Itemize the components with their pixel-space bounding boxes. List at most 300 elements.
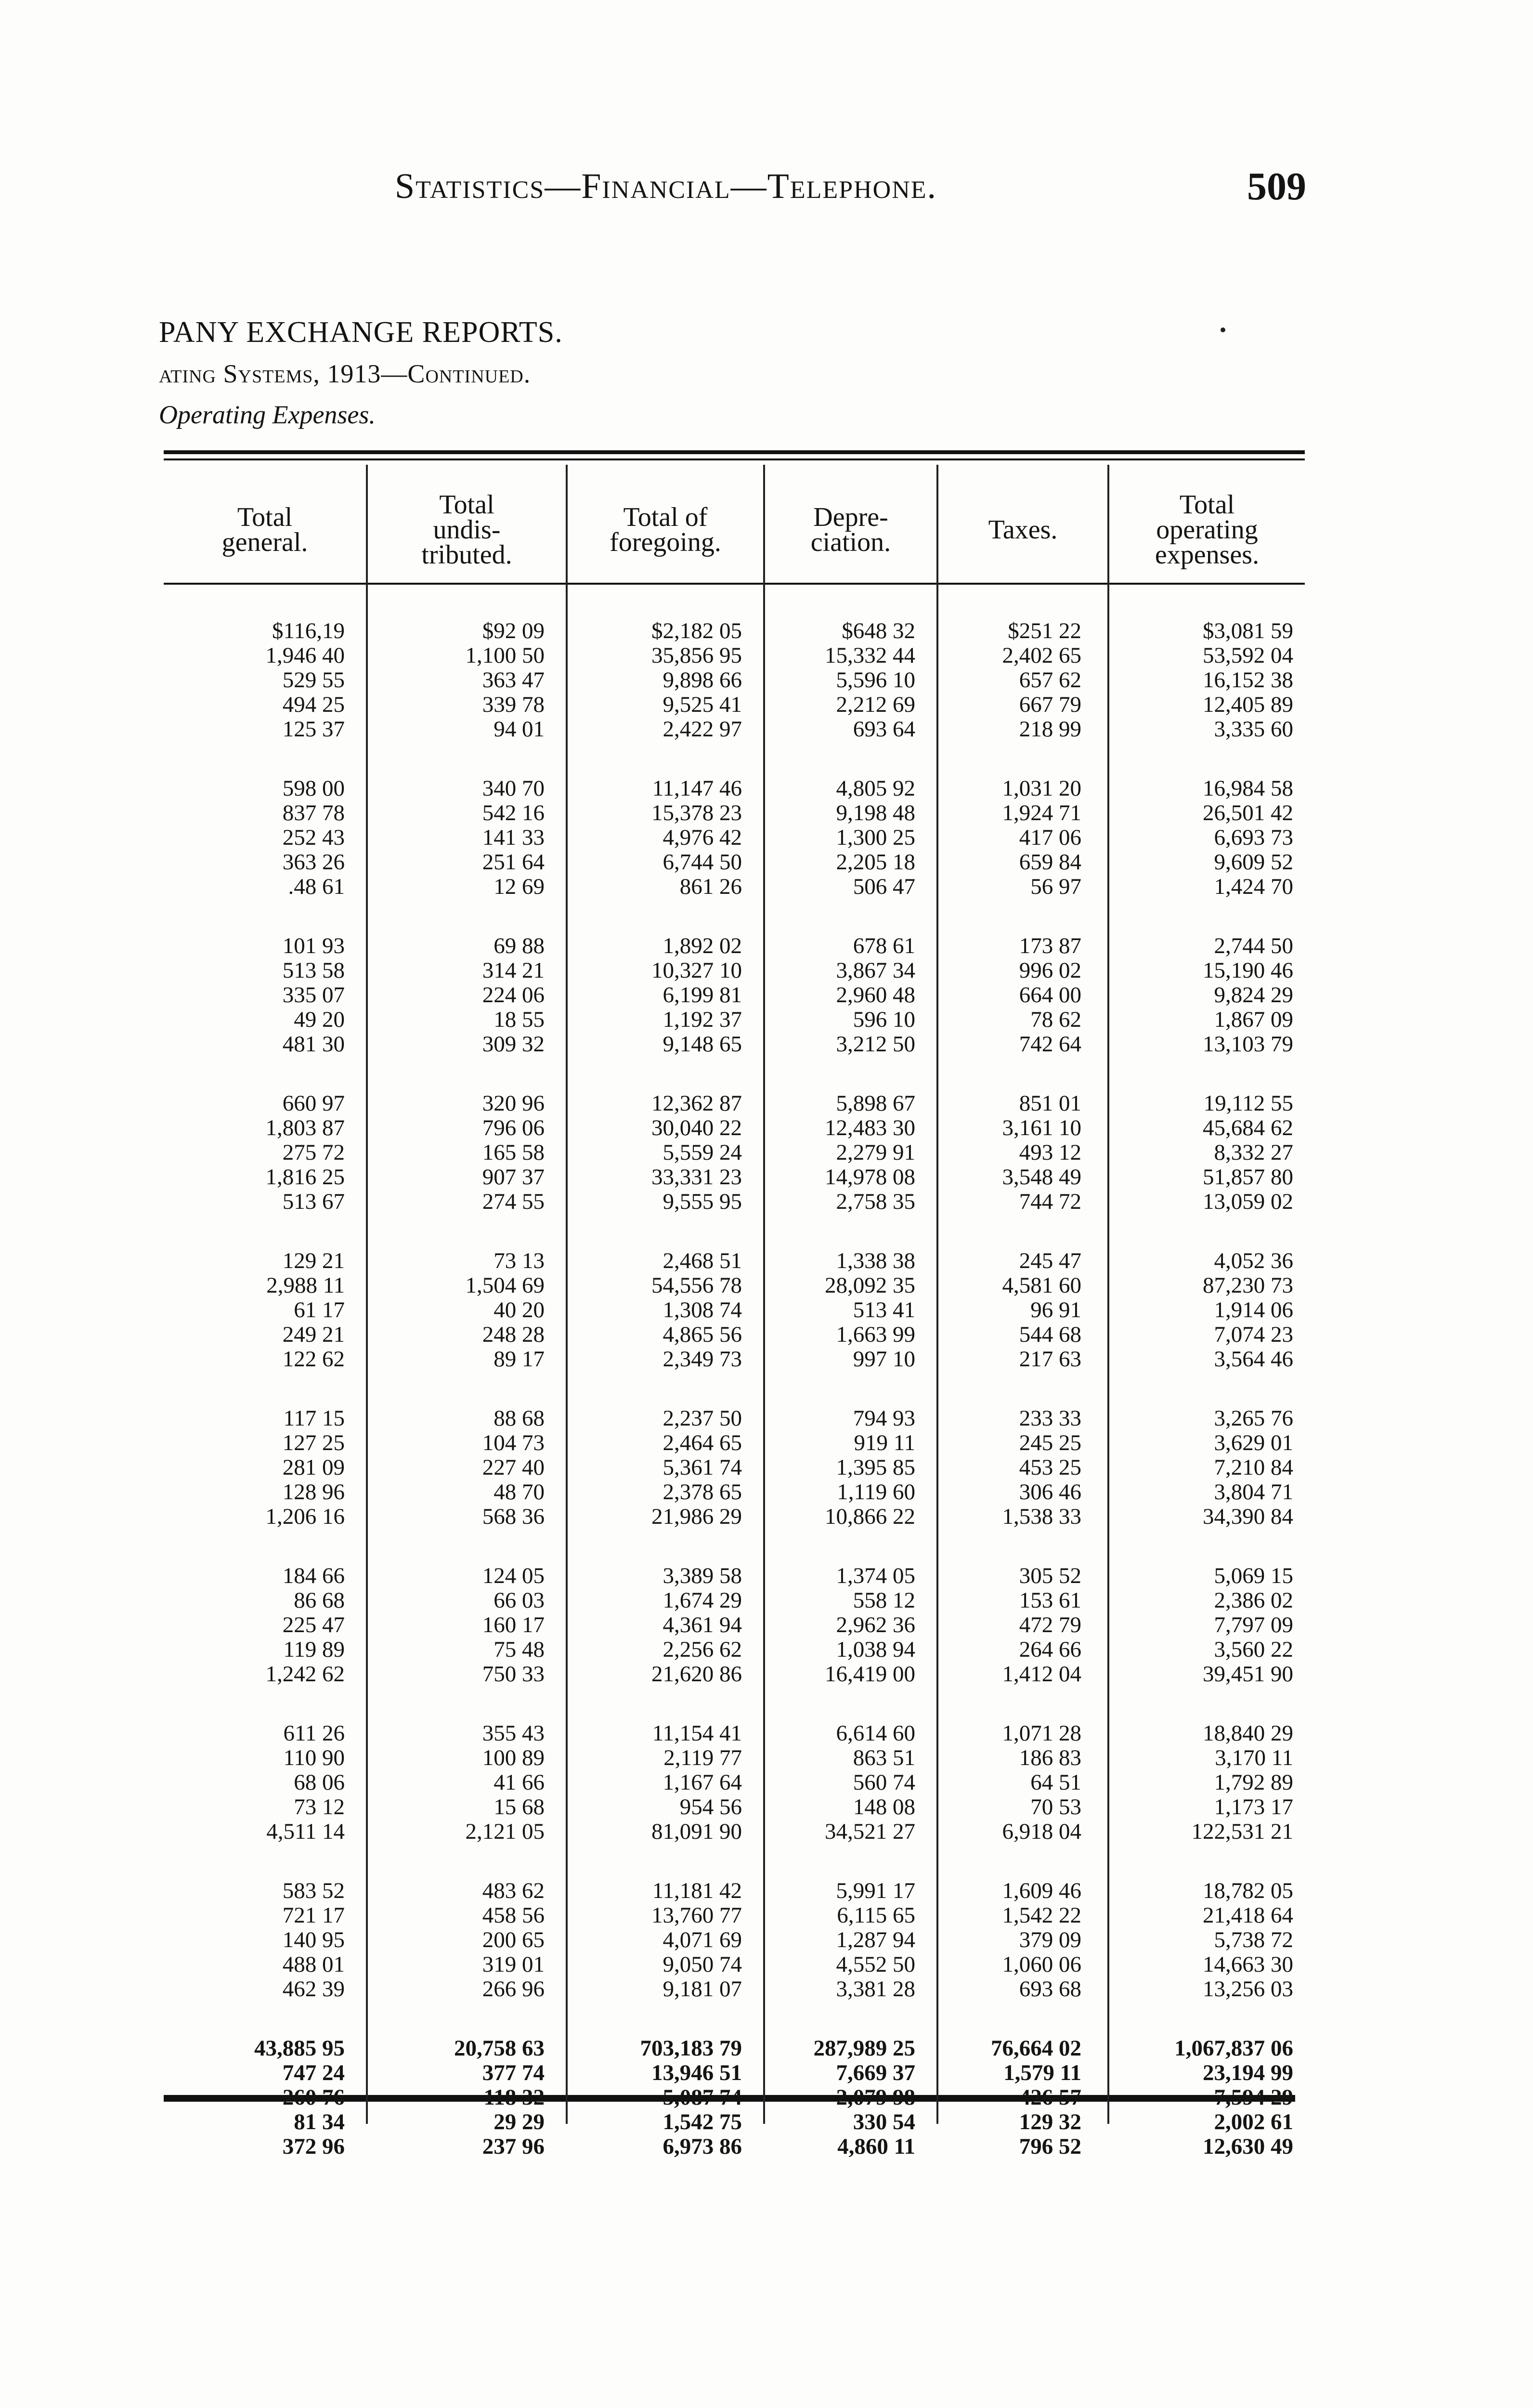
table-cell: 657 62: [1019, 667, 1081, 693]
table-cell: 2,212 69: [836, 692, 915, 717]
table-cell: 2,744 50: [1214, 933, 1293, 958]
table-cell: 21,986 29: [651, 1504, 742, 1529]
table-cell: 796 06: [482, 1115, 545, 1140]
table-cell: 529 55: [282, 667, 345, 693]
table-cell: 335 07: [282, 982, 345, 1008]
table-cell: 9,898 66: [663, 667, 742, 693]
table-cell: 3,804 71: [1214, 1479, 1293, 1505]
table-cell: 513 67: [282, 1189, 345, 1214]
table-cell: 4,581 60: [1002, 1273, 1081, 1298]
table-cell: 6,918 04: [1002, 1819, 1081, 1844]
table-cell: 200 65: [482, 1927, 545, 1952]
table-cell: 458 56: [482, 1903, 545, 1928]
table-cell: 266 96: [482, 1976, 545, 2002]
table-cell: 13,256 03: [1203, 1976, 1293, 2002]
table-cell: 45,684 62: [1203, 1115, 1293, 1140]
table-cell: 6,693 73: [1214, 825, 1293, 850]
table-cell: 227 40: [482, 1455, 545, 1480]
table-cell: 233 33: [1019, 1406, 1081, 1431]
table-cell: $92 09: [482, 618, 545, 643]
table-cell: 18,782 05: [1203, 1878, 1293, 1903]
row-group: [814, 1091, 916, 1214]
table-cell: 12 69: [494, 874, 545, 899]
table-cell: 5,087 74: [663, 2085, 742, 2110]
table-cell: 4,552 50: [836, 1952, 915, 1977]
table-cell: 355 43: [482, 1721, 545, 1746]
table-cell: 6,614 60: [836, 1721, 915, 1746]
table-cell: 2,988 11: [266, 1273, 345, 1298]
table-cell: 186 83: [1019, 1745, 1081, 1770]
table-cell: 1,579 11: [1003, 2060, 1081, 2085]
table-cell: 64 51: [1030, 1770, 1081, 1795]
table-cell: 2,279 91: [836, 1140, 915, 1165]
table-cell: 1,206 16: [265, 1504, 345, 1529]
column-header-depreciation: Depre- ciation.: [810, 502, 891, 557]
table-cell: 224 06: [482, 982, 545, 1008]
table-cell: 141 33: [482, 825, 545, 850]
table-cell: 3,564 46: [1214, 1347, 1293, 1372]
row-group: [454, 1406, 545, 1529]
table-cell: 81,091 90: [651, 1819, 742, 1844]
table-cell: 320 96: [482, 1091, 545, 1116]
row-group: [254, 934, 345, 1057]
table-cell: 70 53: [1030, 1794, 1081, 1819]
table-cell: 122,531 21: [1191, 1819, 1293, 1844]
table-cell: 61 17: [294, 1297, 345, 1322]
row-group: [1174, 619, 1293, 742]
table-cell: 51,857 80: [1203, 1165, 1293, 1190]
table-cell: 7,594 29: [1214, 2085, 1293, 2110]
table-cell: 2,378 65: [663, 1479, 742, 1505]
table-cell: 1,674 29: [663, 1588, 742, 1613]
table-cell: 248 28: [482, 1322, 545, 1347]
row-group: [254, 1564, 345, 1687]
row-group: [640, 1721, 742, 1844]
table-cell: 837 78: [282, 800, 345, 825]
table-cell: 5,361 74: [663, 1455, 742, 1480]
table-cell: 796 52: [1019, 2134, 1081, 2159]
table-cell: 5,596 10: [836, 667, 915, 693]
table-cell: 996 02: [1019, 958, 1081, 983]
table-cell: 3,335 60: [1214, 717, 1293, 742]
row-group: [991, 1406, 1081, 1529]
table-cell: 89 17: [494, 1347, 545, 1372]
row-group: [640, 619, 742, 742]
table-cell: 101 93: [282, 933, 345, 958]
table-cell: 3,212 50: [836, 1032, 915, 1057]
table-cell: 217 63: [1019, 1347, 1081, 1372]
table-cell: 13,946 51: [651, 2060, 742, 2085]
table-cell: 1,946 40: [265, 643, 345, 668]
table-cell: 3,629 01: [1214, 1430, 1293, 1455]
table-cell: 7,797 09: [1214, 1612, 1293, 1637]
table-cell: 1,914 06: [1214, 1297, 1293, 1322]
table-cell: 129 21: [282, 1248, 345, 1273]
table-cell: 306 46: [1019, 1479, 1081, 1505]
table-cell: 693 68: [1019, 1976, 1081, 2002]
table-cell: 481 30: [282, 1032, 345, 1057]
row-group: [814, 1879, 916, 2002]
table-cell: 15,378 23: [651, 800, 742, 825]
column-header-total-of-foregoing: Total of foregoing.: [610, 502, 721, 557]
table-cell: 305 52: [1019, 1563, 1081, 1588]
table-cell: 9,198 48: [836, 800, 915, 825]
table-cell: 3,170 11: [1215, 1745, 1293, 1770]
table-cell: 1,424 70: [1214, 874, 1293, 899]
column-header-total-undistributed: Total undis- tributed.: [421, 490, 512, 570]
page-number: 509: [1247, 164, 1306, 208]
row-group: [640, 1406, 742, 1529]
column-taxes: [991, 619, 1081, 2194]
table-cell: 747 24: [282, 2060, 345, 2085]
table-heading-line-3: Operating Expenses.: [159, 400, 376, 429]
table-cell: 12,405 89: [1203, 692, 1293, 717]
table-cell: 76,664 02: [991, 2036, 1081, 2061]
table-cell: 26,501 42: [1203, 800, 1293, 825]
table-cell: $116,19: [272, 618, 345, 643]
table-cell: 750 33: [482, 1662, 545, 1687]
table-cell: 1,308 74: [663, 1297, 742, 1322]
column-divider: [366, 465, 368, 2124]
table-cell: 66 03: [494, 1588, 545, 1613]
row-group: [454, 619, 545, 742]
row-group: [254, 1091, 345, 1214]
row-group: [991, 934, 1081, 1057]
table-cell: 2,422 97: [663, 717, 742, 742]
table-cell: 49 20: [294, 1007, 345, 1032]
row-group: [454, 934, 545, 1057]
table-cell: 339 78: [482, 692, 545, 717]
table-cell: 693 64: [853, 717, 915, 742]
row-group: [454, 1879, 545, 2002]
column-total-operating-expenses: [1174, 619, 1293, 2194]
table-cell: 494 25: [282, 692, 345, 717]
table-cell: 863 51: [853, 1745, 915, 1770]
table-cell: 2,079 98: [836, 2085, 915, 2110]
row-group: [640, 1091, 742, 1214]
table-cell: 9,555 95: [663, 1189, 742, 1214]
table-cell: $648 32: [842, 618, 915, 643]
table-cell: 14,663 30: [1203, 1952, 1293, 1977]
table-cell: 124 05: [482, 1563, 545, 1588]
table-cell: 861 26: [679, 874, 742, 899]
table-cell: 1,924 71: [1002, 800, 1081, 825]
row-group: [1174, 1091, 1293, 1214]
top-double-rule-upper: [164, 450, 1305, 454]
row-group: [454, 1091, 545, 1214]
column-divider: [936, 465, 938, 2124]
table-cell: 1,242 62: [265, 1662, 345, 1687]
row-group: [1174, 2036, 1293, 2159]
table-cell: 4,805 92: [836, 776, 915, 801]
table-cell: 48 70: [494, 1479, 545, 1505]
table-cell: 11,181 42: [652, 1878, 742, 1903]
table-cell: 7,074 23: [1214, 1322, 1293, 1347]
table-cell: 954 56: [679, 1794, 742, 1819]
row-group: [640, 1249, 742, 1372]
table-cell: 86 68: [294, 1588, 345, 1613]
table-cell: 2,386 02: [1214, 1588, 1293, 1613]
table-cell: 69 88: [494, 933, 545, 958]
table-cell: 426 57: [1019, 2085, 1081, 2110]
table-cell: 2,119 77: [663, 1745, 742, 1770]
table-cell: 363 26: [282, 850, 345, 875]
table-cell: 6,199 81: [663, 982, 742, 1008]
table-cell: 1,609 46: [1002, 1878, 1081, 1903]
column-header-total-general: Total general.: [221, 502, 308, 557]
table-cell: 851 01: [1019, 1091, 1081, 1116]
row-group: [254, 776, 345, 899]
table-cell: 453 25: [1019, 1455, 1081, 1480]
row-group: [991, 2036, 1081, 2159]
table-cell: 87,230 73: [1203, 1273, 1293, 1298]
table-cell: 28,092 35: [825, 1273, 915, 1298]
column-total-general: [254, 619, 345, 2194]
table-cell: 19,112 55: [1203, 1091, 1293, 1116]
table-cell: 1,892 02: [663, 933, 742, 958]
table-cell: 117 15: [283, 1406, 345, 1431]
table-cell: 12,362 87: [651, 1091, 742, 1116]
table-cell: 184 66: [282, 1563, 345, 1588]
table-cell: 118 32: [483, 2085, 545, 2110]
table-cell: 9,525 41: [663, 692, 742, 717]
row-group: [640, 934, 742, 1057]
row-group: [814, 1406, 916, 1529]
row-group: [1174, 1721, 1293, 1844]
table-cell: 129 32: [1019, 2109, 1081, 2134]
row-group: [254, 619, 345, 742]
column-header-taxes: Taxes.: [988, 515, 1058, 545]
table-cell: 319 01: [482, 1952, 545, 1977]
table-cell: 309 32: [482, 1032, 545, 1057]
table-cell: 8,332 27: [1214, 1140, 1293, 1165]
row-group: [454, 1721, 545, 1844]
table-cell: 493 12: [1019, 1140, 1081, 1165]
table-cell: 29 29: [494, 2109, 545, 2134]
table-cell: 14,978 08: [825, 1165, 915, 1190]
row-group: [991, 1249, 1081, 1372]
table-cell: 544 68: [1019, 1322, 1081, 1347]
row-group: [1174, 776, 1293, 899]
table-cell: 2,237 50: [663, 1406, 742, 1431]
column-divider: [566, 465, 568, 2124]
row-group: [454, 1249, 545, 1372]
table-cell: 15 68: [494, 1794, 545, 1819]
table-cell: 34,521 27: [825, 1819, 915, 1844]
table-cell: 568 36: [482, 1504, 545, 1529]
column-divider: [1107, 465, 1109, 2124]
row-group: [1174, 1406, 1293, 1529]
table-cell: 1,542 75: [663, 2109, 742, 2134]
table-heading-line-1: PANY EXCHANGE REPORTS.: [159, 316, 563, 349]
table-cell: 506 47: [853, 874, 915, 899]
table-cell: 122 62: [282, 1347, 345, 1372]
table-cell: 2,960 48: [836, 982, 915, 1008]
table-cell: 287,989 25: [813, 2036, 915, 2061]
table-cell: 18,840 29: [1203, 1721, 1293, 1746]
table-cell: 81 34: [294, 2109, 345, 2134]
table-cell: 40 20: [494, 1297, 545, 1322]
table-cell: 363 47: [482, 667, 545, 693]
table-cell: 125 37: [282, 717, 345, 742]
row-group: [254, 1879, 345, 2002]
table-cell: 2,121 05: [465, 1819, 545, 1844]
table-cell: 10,866 22: [825, 1504, 915, 1529]
table-cell: 1,867 09: [1214, 1007, 1293, 1032]
table-cell: 173 87: [1019, 933, 1081, 958]
table-cell: 4,865 56: [663, 1322, 742, 1347]
table-cell: 94 01: [494, 717, 545, 742]
table-cell: 583 52: [282, 1878, 345, 1903]
table-cell: 251 64: [482, 850, 545, 875]
table-cell: 919 11: [854, 1430, 915, 1455]
table-cell: 340 70: [482, 776, 545, 801]
table-cell: 237 96: [482, 2134, 545, 2159]
table-cell: 4,361 94: [663, 1612, 742, 1637]
row-group: [254, 1406, 345, 1529]
row-group: [640, 1564, 742, 1687]
table-cell: 1,060 06: [1002, 1952, 1081, 1977]
table-cell: 54,556 78: [651, 1273, 742, 1298]
table-cell: 678 61: [853, 933, 915, 958]
row-group: [454, 2036, 545, 2159]
column-total-undistributed: [454, 619, 545, 2194]
table-cell: 744 72: [1019, 1189, 1081, 1214]
table-cell: 10,327 10: [651, 958, 742, 983]
row-group: [454, 776, 545, 899]
table-cell: 252 43: [282, 825, 345, 850]
table-cell: 2,002 61: [1214, 2109, 1293, 2134]
table-cell: 41 66: [494, 1770, 545, 1795]
column-header-total-operating-expenses: Total operating expenses.: [1155, 490, 1260, 570]
table-cell: 2,256 62: [663, 1637, 742, 1662]
running-head: Statistics—Financial—Telephone.: [395, 167, 937, 206]
table-cell: 2,464 65: [663, 1430, 742, 1455]
table-cell: 5,898 67: [836, 1091, 915, 1116]
table-cell: 1,792 89: [1214, 1770, 1293, 1795]
table-cell: 314 21: [482, 958, 545, 983]
table-cell: 1,038 94: [836, 1637, 915, 1662]
table-cell: 417 06: [1019, 825, 1081, 850]
table-cell: 104 73: [482, 1430, 545, 1455]
table-cell: 9,181 07: [663, 1976, 742, 2002]
header-bottom-rule: [164, 583, 1305, 585]
table-cell: 4,860 11: [837, 2134, 915, 2159]
table-cell: 1,504 69: [465, 1273, 545, 1298]
table-cell: 659 84: [1019, 850, 1081, 875]
row-group: [991, 1564, 1081, 1687]
table-heading-line-2: ating Systems, 1913—Continued.: [159, 359, 531, 388]
table-cell: 5,069 15: [1214, 1563, 1293, 1588]
table-cell: 1,100 50: [465, 643, 545, 668]
table-cell: 11,154 41: [652, 1721, 742, 1746]
table-cell: 3,389 58: [663, 1563, 742, 1588]
table-cell: 1,287 94: [836, 1927, 915, 1952]
row-group: [1174, 1564, 1293, 1687]
table-cell: 13,760 77: [651, 1903, 742, 1928]
table-cell: 13,103 79: [1203, 1032, 1293, 1057]
table-cell: 1,067,837 06: [1174, 2036, 1293, 2061]
table-cell: 73 13: [494, 1248, 545, 1273]
table-cell: 249 21: [282, 1322, 345, 1347]
table-cell: 33,331 23: [651, 1165, 742, 1190]
table-cell: 5,991 17: [836, 1878, 915, 1903]
table-cell: 1,071 28: [1002, 1721, 1081, 1746]
row-group: [814, 1249, 916, 1372]
table-cell: 15,190 46: [1203, 958, 1293, 983]
table-cell: 1,542 22: [1002, 1903, 1081, 1928]
row-group: [814, 619, 916, 742]
table-cell: 4,052 36: [1214, 1248, 1293, 1273]
table-cell: 1,803 87: [265, 1115, 345, 1140]
table-cell: 2,349 73: [663, 1347, 742, 1372]
table-cell: 1,663 99: [836, 1322, 915, 1347]
table-cell: 68 06: [294, 1770, 345, 1795]
table-cell: 1,119 60: [837, 1479, 915, 1505]
table-cell: 1,374 05: [836, 1563, 915, 1588]
top-double-rule-lower: [164, 458, 1305, 460]
row-group: [1174, 1879, 1293, 2002]
table-cell: 596 10: [853, 1007, 915, 1032]
table-cell: 12,630 49: [1203, 2134, 1293, 2159]
table-cell: 742 64: [1019, 1032, 1081, 1057]
table-cell: 9,824 29: [1214, 982, 1293, 1008]
table-cell: 1,395 85: [836, 1455, 915, 1480]
table-cell: 264 66: [1019, 1637, 1081, 1662]
row-group: [640, 1879, 742, 2002]
table-cell: 274 55: [482, 1189, 545, 1214]
table-cell: 56 97: [1030, 874, 1081, 899]
table-cell: 225 47: [282, 1612, 345, 1637]
table-cell: 6,744 50: [663, 850, 742, 875]
row-group: [814, 1721, 916, 1844]
table-cell: 245 47: [1019, 1248, 1081, 1273]
table-cell: 4,071 69: [663, 1927, 742, 1952]
table-cell: 127 25: [282, 1430, 345, 1455]
table-cell: 462 39: [282, 1976, 345, 2002]
table-cell: 379 09: [1019, 1927, 1081, 1952]
table-cell: 7,669 37: [836, 2060, 915, 2085]
table-cell: 5,559 24: [663, 1140, 742, 1165]
table-cell: 281 09: [282, 1455, 345, 1480]
table-cell: 721 17: [282, 1903, 345, 1928]
table-cell: 9,050 74: [663, 1952, 742, 1977]
table-cell: 12,483 30: [825, 1115, 915, 1140]
table-cell: 3,548 49: [1002, 1165, 1081, 1190]
table-cell: 330 54: [853, 2109, 915, 2134]
table-cell: 560 74: [853, 1770, 915, 1795]
table-cell: 703,183 79: [640, 2036, 742, 2061]
table-cell: 3,161 10: [1002, 1115, 1081, 1140]
table-cell: 11,147 46: [652, 776, 742, 801]
row-group: [991, 1879, 1081, 2002]
table-cell: 16,419 00: [825, 1662, 915, 1687]
table-cell: 78 62: [1030, 1007, 1081, 1032]
table-cell: 558 12: [853, 1588, 915, 1613]
table-cell: 30,040 22: [651, 1115, 742, 1140]
table-cell: 5,738 72: [1214, 1927, 1293, 1952]
table-cell: 598 00: [282, 776, 345, 801]
table-cell: 2,468 51: [663, 1248, 742, 1273]
table-cell: 100 89: [482, 1745, 545, 1770]
table-cell: 1,816 25: [265, 1165, 345, 1190]
table-cell: 75 48: [494, 1637, 545, 1662]
table-cell: 372 96: [282, 2134, 345, 2159]
row-group: [640, 2036, 742, 2159]
table-cell: 2,962 36: [836, 1612, 915, 1637]
table-cell: 43,885 95: [254, 2036, 345, 2061]
table-cell: 483 62: [482, 1878, 545, 1903]
